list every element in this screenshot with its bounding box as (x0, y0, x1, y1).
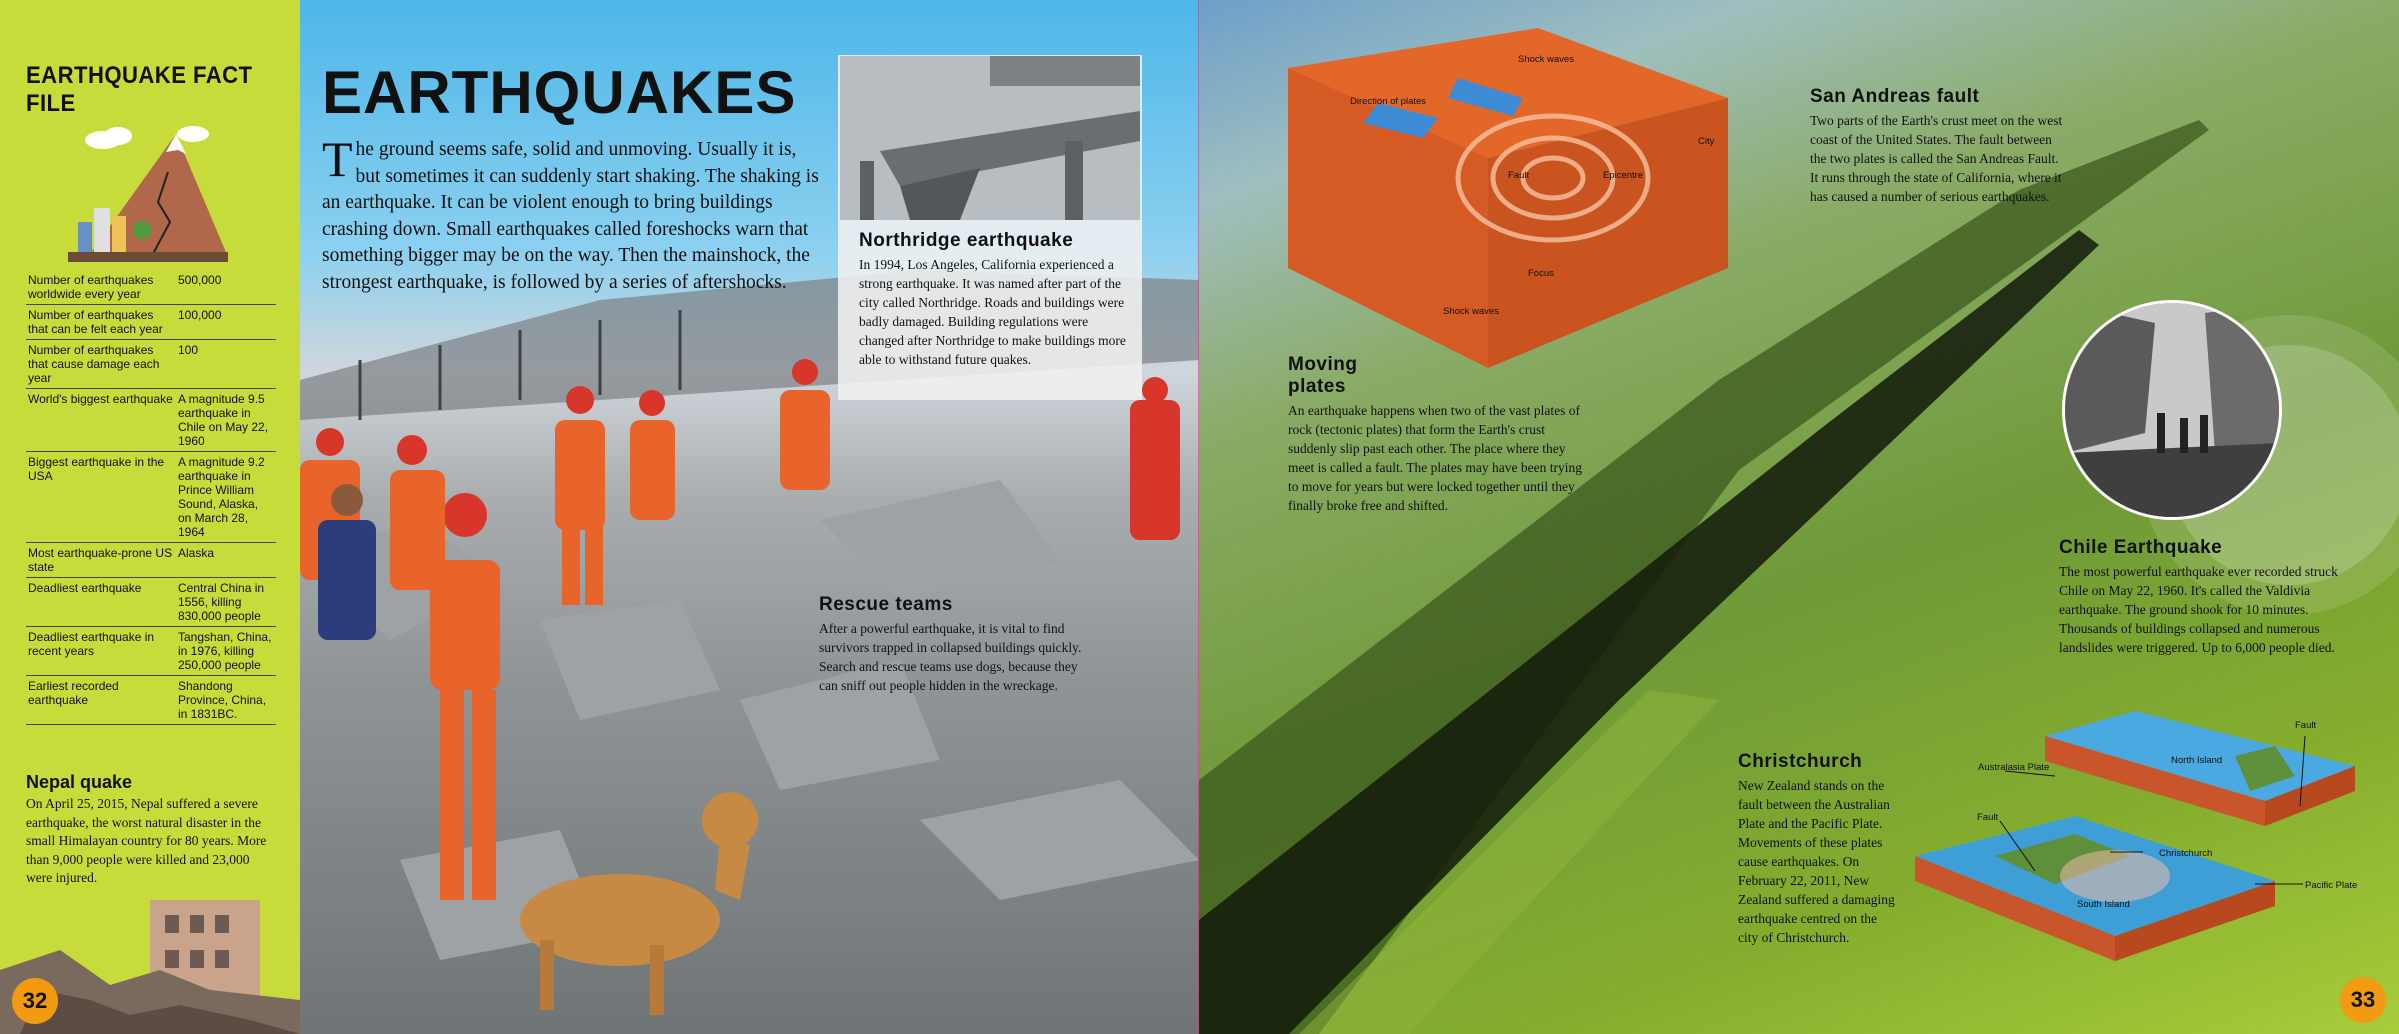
moving-plates-title: Moving plates (1288, 354, 1358, 397)
fact-value: Alaska (176, 543, 276, 578)
label-city: City (1698, 136, 1715, 147)
fact-label: Most earthquake-prone US state (26, 543, 176, 578)
fact-label: Number of earthquakes worldwide every year (26, 270, 176, 305)
rescue-title: Rescue teams (819, 594, 953, 615)
table-row (26, 305, 276, 340)
chile-text: The most powerful earthquake ever recorded struck Chile on May 22, 1960. It's called the Valdivia earthquake. The ground shook for 10 minutes. Thousands of buildings collapsed and numerous landslides were triggered. Up to 6,000 people died. (2059, 564, 2338, 655)
label-epicentre: Epicentre (1603, 170, 1644, 181)
fact-label: Number of earthquakes that can be felt each year (26, 305, 176, 340)
table-row (26, 627, 276, 676)
label-australasia-plate: Australasia Plate (1978, 762, 2050, 773)
christchurch-text: New Zealand stands on the fault between the Australian Plate and the Pacific Plate. Movements of these plates cause earthquakes. On February 22, 2011, New Zealand suffered a damaging earthquake centred on the city of Christchurch. (1738, 778, 1895, 945)
chile-title: Chile Earthquake (2059, 537, 2223, 558)
fact-value: Shandong Province, China, in 1831BC. (176, 676, 276, 725)
table-row (26, 389, 276, 452)
fact-value: Tangshan, China, in 1976, killing 250,000 people (176, 627, 276, 676)
table-row (26, 452, 276, 543)
fact-value: 100,000 (176, 305, 276, 340)
page-number-left: 32 (12, 978, 58, 1024)
label-south-island: South Island (2077, 899, 2130, 910)
christchurch-title: Christchurch (1738, 751, 1863, 772)
label-pacific-plate: Pacific Plate (2305, 880, 2358, 891)
fact-value: A magnitude 9.5 earthquake in Chile on May 22, 1960 (176, 389, 276, 452)
label-christchurch: Christchurch (2159, 848, 2213, 859)
label-fault-left: Fault (1977, 812, 1999, 823)
fault-block-diagram (1258, 28, 1758, 388)
label-north-island: North Island (2171, 755, 2223, 766)
chile-ruins-image (2065, 303, 2279, 517)
label-shock-waves-top: Shock waves (1518, 54, 1574, 65)
fact-file-sidebar (0, 0, 300, 1034)
fact-label: Number of earthquakes that cause damage each year (26, 340, 176, 389)
christchurch-caption (1738, 751, 1898, 947)
san-andreas-title: San Andreas fault (1810, 86, 1980, 107)
chile-photo (2062, 300, 2282, 520)
table-row (26, 340, 276, 389)
fact-value: 100 (176, 340, 276, 389)
chile-caption (2059, 537, 2339, 657)
label-shock-waves-bottom: Shock waves (1443, 306, 1499, 317)
northridge-title: Northridge earthquake (859, 230, 1074, 251)
northridge-text: In 1994, Los Angeles, California experienced a strong earthquake. It was named after part of the city called Northridge. Roads and buildings were badly damaged. Building regulations were changed after Northridge to make buildings more able to withstand future quakes. (859, 257, 1126, 367)
moving-plates-caption (1288, 354, 1588, 515)
intro-text: he ground seems safe, solid and unmoving. Usually it is, but sometimes it can suddenly start shaking. The shaking is an earthquake. It can be violent enough to bring buildings crashing down. Small earthquakes called foreshocks warn that something bigger may be on the way. Then the mainshock, the strongest earthquake, is followed by a series of aftershocks. (322, 139, 819, 293)
label-fault-top: Fault (2295, 720, 2317, 731)
label-fault: Fault (1508, 170, 1530, 181)
fact-label: Deadliest earthquake in recent years (26, 627, 176, 676)
label-direction-of-plates: Direction of plates (1350, 96, 1427, 107)
nepal-quake-title: Nepal quake (26, 772, 133, 792)
fact-value: 500,000 (176, 270, 276, 305)
table-row (26, 543, 276, 578)
fact-label: World's biggest earthquake (26, 389, 176, 452)
collapsed-freeway-image (840, 56, 1140, 220)
nepal-quake-text: On April 25, 2015, Nepal suffered a severe earthquake, the worst natural disaster in the small Himalayan country for 80 years. More than 9,000 people were killed and 23,000 were injured. (26, 796, 267, 885)
fact-value: A magnitude 9.2 earthquake in Prince William Sound, Alaska, on March 28, 1964 (176, 452, 276, 543)
fact-file-title: EARTHQUAKE FACT FILE (26, 62, 253, 117)
fact-table (26, 270, 276, 725)
new-zealand-plates-diagram (1905, 706, 2365, 976)
page-title: EARTHQUAKES (322, 59, 797, 126)
fact-label: Deadliest earthquake (26, 578, 176, 627)
table-row (26, 270, 276, 305)
page-number-right: 33 (2340, 977, 2386, 1023)
moving-plates-text: An earthquake happens when two of the vast plates of rock (tectonic plates) that form the Earth's crust suddenly slip past each other. The place where they meet is called a fault. The plates may have been trying to move for years but were locked together until they finally broke free and shifted. (1288, 403, 1583, 513)
fact-label: Biggest earthquake in the USA (26, 452, 176, 543)
table-row (26, 676, 276, 725)
northridge-photo (840, 56, 1140, 220)
san-andreas-caption (1810, 86, 2070, 206)
label-focus: Focus (1528, 268, 1554, 279)
fact-label: Earliest recorded earthquake (26, 676, 176, 725)
rescue-text: After a powerful earthquake, it is vital to find survivors trapped in collapsed buildings quickly. Search and rescue teams use dogs, because they can sniff out people hidden in the wreckage. (819, 621, 1082, 693)
san-andreas-text: Two parts of the Earth's crust meet on the west coast of the United States. The fault between the two plates is called the San Andreas Fault. It runs through the state of California, where it has caused a number of serious earthquakes. (1810, 113, 2063, 204)
rescue-caption (819, 594, 1084, 695)
fact-value: Central China in 1556, killing 830,000 people (176, 578, 276, 627)
intro-paragraph (322, 131, 822, 296)
northridge-caption (859, 230, 1134, 369)
earthquake-illustration (58, 112, 238, 262)
intro-dropcap: T (322, 131, 353, 187)
table-row (26, 578, 276, 627)
